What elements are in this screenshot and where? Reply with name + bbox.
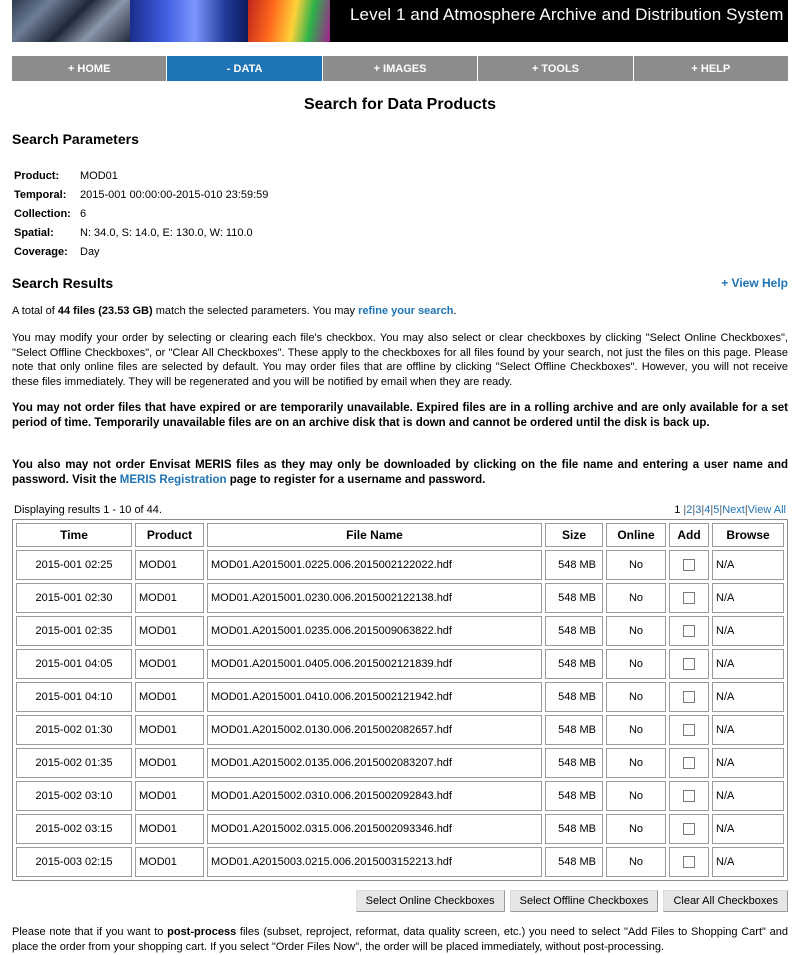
page-separator: | — [744, 504, 748, 516]
meris-registration-link[interactable]: MERIS Registration — [119, 474, 227, 486]
cell-online: No — [606, 649, 666, 679]
cell-product: MOD01 — [135, 814, 204, 844]
cell-size: 548 MB — [545, 649, 603, 679]
cell-browse: N/A — [712, 814, 784, 844]
cell-size: 548 MB — [545, 781, 603, 811]
param-value: 6 — [80, 207, 87, 220]
search-results-heading: Search Results — [12, 275, 114, 291]
param-value: 2015-001 00:00:00-2015-010 23:59:59 — [80, 188, 269, 201]
cell-online: No — [606, 583, 666, 613]
view-all-link[interactable]: View All — [747, 504, 786, 516]
select-offline-checkboxes-button[interactable]: Select Offline Checkboxes — [510, 890, 659, 912]
cell-time: 2015-001 02:35 — [16, 616, 132, 646]
pagination — [674, 504, 786, 516]
summary-text: A total of — [12, 305, 58, 317]
page-separator: | — [683, 504, 687, 516]
col-header-file-name[interactable]: File Name — [207, 523, 542, 547]
add-checkbox[interactable] — [683, 592, 695, 604]
table-row — [16, 550, 784, 580]
cell-browse: N/A — [712, 847, 784, 877]
select-online-checkboxes-button[interactable]: Select Online Checkboxes — [356, 890, 505, 912]
nav-tab-images[interactable]: + IMAGES — [323, 56, 478, 81]
cell-product: MOD01 — [135, 682, 204, 712]
cell-time: 2015-001 04:05 — [16, 649, 132, 679]
page-link-4[interactable]: 4 — [704, 504, 711, 516]
table-row — [16, 847, 784, 877]
cell-file-name[interactable]: MOD01.A2015002.0310.006.2015002092843.hdf — [207, 781, 542, 811]
table-row — [16, 781, 784, 811]
page-separator: | — [701, 504, 705, 516]
instructions-paragraph: You may modify your order by selecting or clearing each file's checkbox. You may also select or clear checkboxes by clicking "Select Online Checkboxes", "Select Offline Checkboxes", or "Clear All Checkboxes". These apply to the checkboxes for all files found by your search, not just the files on this page. Please note that only online files are selected by default. You may order files that are offline by clicking "Select Offline Checkboxes". However, you will not receive these files immediately. They will be regenerated and you will be notified by email when they are ready. — [12, 332, 788, 388]
meris-text: You also may not order Envisat MERIS files as they may only be downloaded by clicking on the file name and entering a user name and password. Visit the — [12, 459, 788, 486]
cell-product: MOD01 — [135, 649, 204, 679]
page-separator: | — [719, 504, 723, 516]
cell-online: No — [606, 550, 666, 580]
cell-time: 2015-002 03:15 — [16, 814, 132, 844]
add-checkbox[interactable] — [683, 790, 695, 802]
cell-online: No — [606, 616, 666, 646]
param-value: Day — [80, 245, 100, 258]
page-link-2[interactable]: 2 — [686, 504, 693, 516]
meris-notice — [12, 458, 788, 488]
header-banner — [12, 0, 788, 42]
param-label: Product: — [14, 169, 60, 182]
add-checkbox[interactable] — [683, 823, 695, 835]
cell-add — [669, 682, 709, 712]
cell-time: 2015-001 02:25 — [16, 550, 132, 580]
cell-file-name[interactable]: MOD01.A2015002.0135.006.2015002083207.hdf — [207, 748, 542, 778]
cell-size: 548 MB — [545, 847, 603, 877]
cell-file-name[interactable]: MOD01.A2015002.0130.006.2015002082657.hdf — [207, 715, 542, 745]
cell-size: 548 MB — [545, 583, 603, 613]
page-separator: | — [692, 504, 696, 516]
note-emphasis: post-process — [167, 926, 237, 938]
results-table — [12, 519, 788, 881]
table-row — [16, 682, 784, 712]
cell-online: No — [606, 682, 666, 712]
add-checkbox[interactable] — [683, 691, 695, 703]
add-checkbox[interactable] — [683, 625, 695, 637]
cell-time: 2015-002 01:35 — [16, 748, 132, 778]
cell-online: No — [606, 748, 666, 778]
summary-text: . — [453, 305, 457, 317]
table-row — [16, 814, 784, 844]
table-row — [16, 748, 784, 778]
table-header-row — [16, 523, 784, 547]
cell-add — [669, 550, 709, 580]
expired-notice: You may not order files that have expired or are temporarily unavailable. Expired files are in a rolling archive and are only available for a set period of time. Temporarily unavailable files are on an archive disk that is down and cannot be ordered until the disk is back up. — [12, 402, 788, 429]
col-header-product[interactable]: Product — [135, 523, 204, 547]
cell-online: No — [606, 847, 666, 877]
satellite-image-1 — [12, 0, 130, 42]
clear-all-checkboxes-button[interactable]: Clear All Checkboxes — [663, 890, 788, 912]
cell-add — [669, 814, 709, 844]
cell-online: No — [606, 814, 666, 844]
cell-file-name[interactable]: MOD01.A2015001.0225.006.2015002122022.hdf — [207, 550, 542, 580]
param-row — [14, 204, 268, 223]
cell-time: 2015-002 01:30 — [16, 715, 132, 745]
cell-add — [669, 781, 709, 811]
param-value: N: 34.0, S: 14.0, E: 130.0, W: 110.0 — [80, 226, 253, 239]
cell-browse: N/A — [712, 583, 784, 613]
page-title: Search for Data Products — [303, 96, 497, 113]
cell-file-name[interactable]: MOD01.A2015001.0230.006.2015002122138.hdf — [207, 583, 542, 613]
cell-size: 548 MB — [545, 550, 603, 580]
param-label: Temporal: — [14, 188, 67, 201]
cell-browse: N/A — [712, 715, 784, 745]
cell-browse: N/A — [712, 748, 784, 778]
cell-product: MOD01 — [135, 847, 204, 877]
cell-browse: N/A — [712, 781, 784, 811]
cell-file-name[interactable]: MOD01.A2015003.0215.006.2015003152213.hdf — [207, 847, 542, 877]
cell-file-name[interactable]: MOD01.A2015001.0410.006.2015002121942.hdf — [207, 682, 542, 712]
cell-file-name[interactable]: MOD01.A2015002.0315.006.2015002093346.hdf — [207, 814, 542, 844]
add-checkbox[interactable] — [683, 757, 695, 769]
nav-tab-tools[interactable]: + TOOLS — [478, 56, 633, 81]
cell-size: 548 MB — [545, 814, 603, 844]
cell-time: 2015-001 02:30 — [16, 583, 132, 613]
cell-file-name[interactable]: MOD01.A2015001.0405.006.2015002121839.hdf — [207, 649, 542, 679]
results-summary — [12, 304, 788, 319]
add-checkbox[interactable] — [683, 724, 695, 736]
displaying-results: Displaying results 1 - 10 of 44. — [14, 504, 162, 516]
page-link-5[interactable]: 5 — [713, 504, 720, 516]
cell-online: No — [606, 715, 666, 745]
nav-tab-home[interactable]: + HOME — [12, 56, 167, 81]
cell-time: 2015-002 03:10 — [16, 781, 132, 811]
table-row — [16, 616, 784, 646]
main-nav — [12, 56, 788, 81]
cell-product: MOD01 — [135, 781, 204, 811]
summary-count: 44 files (23.53 GB) — [57, 305, 153, 317]
table-row — [16, 649, 784, 679]
cell-add — [669, 583, 709, 613]
add-checkbox[interactable] — [683, 559, 695, 571]
param-row — [14, 223, 268, 242]
param-row — [14, 166, 268, 185]
param-row — [14, 185, 268, 204]
page-current: 1 — [674, 504, 681, 516]
page-link-3[interactable]: 3 — [695, 504, 702, 516]
param-label: Coverage: — [14, 245, 68, 258]
col-header-time[interactable]: Time — [16, 523, 132, 547]
cell-browse: N/A — [712, 550, 784, 580]
cell-product: MOD01 — [135, 550, 204, 580]
cell-product: MOD01 — [135, 748, 204, 778]
cell-size: 548 MB — [545, 616, 603, 646]
col-header-online[interactable]: Online — [606, 523, 666, 547]
param-row — [14, 242, 268, 261]
cell-add — [669, 847, 709, 877]
cell-add — [669, 616, 709, 646]
note-text: files (subset, reproject, reformat, data quality screen, etc.) you need to select "Add Files to Shopping Cart" and place the order from your shopping cart. If you select "Order Files Now", the order will be placed immediately, without post-processing. — [12, 926, 788, 953]
page-separator: | — [710, 504, 714, 516]
cell-online: No — [606, 781, 666, 811]
cell-file-name[interactable]: MOD01.A2015001.0235.006.2015009063822.hdf — [207, 616, 542, 646]
cell-time: 2015-001 04:10 — [16, 682, 132, 712]
table-row — [16, 583, 784, 613]
table-row — [16, 715, 784, 745]
note-text: Please note that if you want to — [12, 926, 168, 938]
param-label: Spatial: — [14, 226, 54, 239]
cell-product: MOD01 — [135, 583, 204, 613]
col-header-browse: Browse — [712, 523, 784, 547]
cell-add — [669, 649, 709, 679]
col-header-add: Add — [669, 523, 709, 547]
param-value: MOD01 — [80, 169, 118, 182]
add-checkbox[interactable] — [683, 658, 695, 670]
cell-product: MOD01 — [135, 715, 204, 745]
nav-tab-help[interactable]: + HELP — [634, 56, 788, 81]
cell-size: 548 MB — [545, 748, 603, 778]
search-parameters-heading: Search Parameters — [12, 131, 139, 147]
satellite-image-2 — [130, 0, 248, 42]
add-checkbox[interactable] — [683, 856, 695, 868]
satellite-image-3 — [248, 0, 330, 42]
cell-browse: N/A — [712, 682, 784, 712]
meris-text: page to register for a username and password. — [226, 474, 486, 486]
cell-product: MOD01 — [135, 616, 204, 646]
param-label: Collection: — [14, 207, 71, 220]
cell-add — [669, 748, 709, 778]
col-header-size[interactable]: Size — [545, 523, 603, 547]
cell-size: 548 MB — [545, 682, 603, 712]
nav-tab-data[interactable]: - DATA — [167, 56, 322, 81]
next-page-link[interactable]: Next — [722, 504, 745, 516]
post-process-note — [12, 925, 788, 954]
cell-time: 2015-003 02:15 — [16, 847, 132, 877]
checkbox-button-row — [356, 890, 788, 912]
site-title: Level 1 and Atmosphere Archive and Distribution System — [350, 5, 784, 24]
search-parameters-table — [14, 166, 268, 261]
cell-size: 548 MB — [545, 715, 603, 745]
cell-add — [669, 715, 709, 745]
refine-search-link[interactable]: refine your search — [358, 305, 454, 317]
cell-browse: N/A — [712, 649, 784, 679]
summary-text: match the selected parameters. You may — [152, 305, 359, 317]
view-help-link[interactable]: + View Help — [721, 276, 788, 290]
cell-browse: N/A — [712, 616, 784, 646]
